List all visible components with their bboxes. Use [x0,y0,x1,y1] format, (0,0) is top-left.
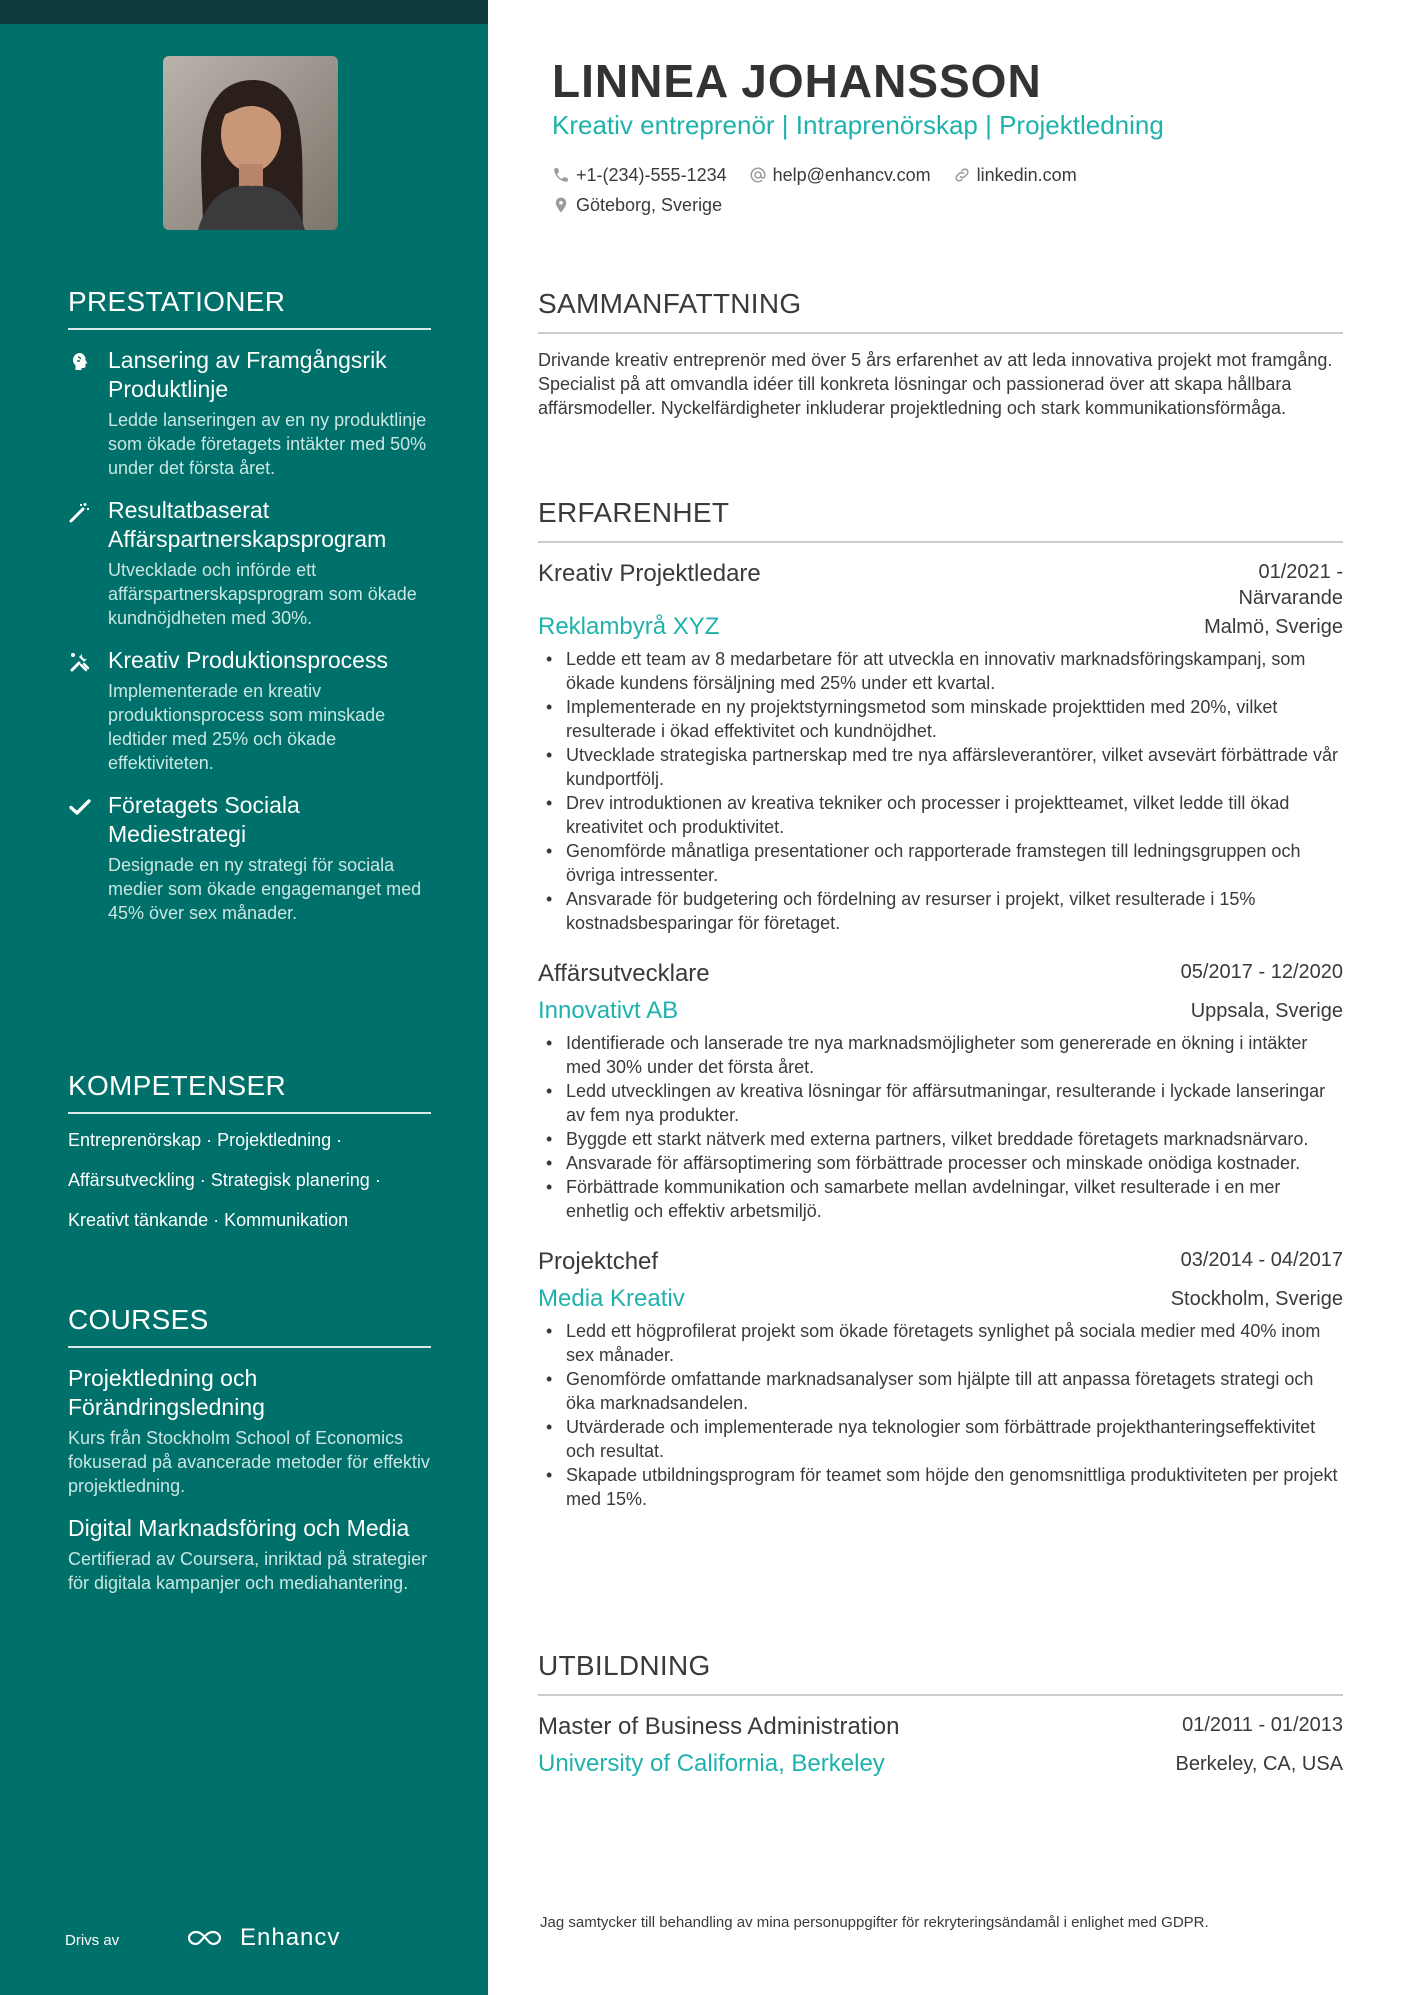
education-title: UTBILDNING [538,1650,1343,1696]
company-name: Reklambyrå XYZ [538,613,720,640]
avatar [163,56,338,230]
phone-contact[interactable] [552,165,727,186]
education-location: Berkeley, CA, USA [1175,1752,1343,1775]
skill-line: Kreativt tänkande · Kommunikation [68,1210,349,1230]
linkedin-contact[interactable] [953,165,1077,186]
phone-icon [552,166,570,184]
achievement-item [68,791,431,925]
experience-title: ERFARENHET [538,497,1343,543]
job-location: Stockholm, Sverige [1170,1287,1343,1310]
bullet-item: • Genomförde månatliga presentationer och rapporterade framstegen till ledningsgruppen och övriga intressenter. [538,839,1343,887]
bullet-item: • Ledd utvecklingen av kreativa lösningar för affärsutmaningar, resulterande i lyckade lanseringar av fem nya produkter. [538,1079,1343,1127]
bullet-item: • Skapade utbildningsprogram för teamet som höjde den genomsnittliga produktiviteten per projekt med 15%. [538,1463,1343,1511]
magic-wand-icon [68,500,92,524]
achievement-item [68,346,431,480]
person-name: LINNEA JOHANSSON [552,55,1042,107]
bullet-item: • Identifierade och lanserade tre nya marknadsmöjligheter som genererade en ökning i intäkter med 30% under det första året. [538,1031,1343,1079]
achievement-title: Företagets Sociala Mediestrategi [108,792,300,847]
job-bullets [538,1319,1343,1511]
link-icon [953,166,971,184]
job-location: Uppsala, Sverige [1190,999,1343,1022]
bullet-item: • Utvärderade och implementerade nya teknologier som förbättrade projekthanteringseffektivitet och resultat. [538,1415,1343,1463]
bullet-item: • Drev introduktionen av kreativa tekniker och processer i projektteamet, vilket ledde till ökad kreativitet och produktivitet. [538,791,1343,839]
location-text: Göteborg, Sverige [576,194,723,215]
bullet-item: • Förbättrade kommunikation och samarbete mellan avdelningar, vilket resulterade i en mer enhetlig och effektiv arbetsmiljö. [538,1175,1343,1223]
linkedin-text: linkedin.com [976,164,1077,185]
school-name: University of California, Berkeley [538,1750,885,1777]
bullet-item: • Byggde ett starkt nätverk med externa partners, vilket breddade företagets marknadsnärvaro. [538,1127,1343,1151]
skills-title: KOMPETENSER [68,1070,431,1114]
course-desc: Kurs från Stockholm School of Economics fokuserad på avancerade metoder för effektiv projektledning. [68,1428,430,1496]
headline: Kreativ entreprenör | Intraprenörskap | Projektledning [552,110,1164,140]
bullet-item: • Ledde ett team av 8 medarbetare för att utveckla en innovativ marknadsföringskampanj, som ökade kundens försäljning med 25% under ett kvartal. [538,647,1343,695]
enhancv-logo[interactable] [184,1924,340,1952]
course-item [68,1364,431,1498]
sidebar [0,0,488,1995]
job-date: 03/2014 - 04/2017 [1180,1249,1343,1271]
phone-text: +1-(234)-555-1234 [576,164,727,185]
course-title: Digital Marknadsföring och Media [68,1515,410,1541]
degree-title: Master of Business Administration [538,1713,900,1740]
course-item [68,1514,431,1595]
achievement-desc: Implementerade en kreativ produktionsprocess som minskade ledtider med 25% och ökade effektiviteten. [108,681,386,773]
summary-title: SAMMANFATTNING [538,288,1343,334]
brand-name: Enhancv [240,1924,341,1951]
gdpr-consent: Jag samtycker till behandling av mina personuppgifter för rekryteringsändamål i enlighet med GDPR. [540,1914,1209,1931]
email-contact[interactable] [749,165,931,186]
job-entry [538,1247,1343,1511]
achievement-desc: Designade en ny strategi för sociala medier som ökade engagemanget med 45% över sex månader. [108,855,422,923]
company-name: Media Kreativ [538,1285,685,1312]
education-date: 01/2011 - 01/2013 [1182,1714,1343,1736]
achievement-title: Kreativ Produktionsprocess [108,647,388,673]
job-location: Malmö, Sverige [1204,615,1343,638]
contact-info [552,160,1332,220]
tools-icon [68,650,92,674]
skill-line: Affärsutveckling · Strategisk planering · [68,1170,381,1190]
job-date: 05/2017 - 12/2020 [1180,961,1343,983]
sidebar-top-bar [0,0,488,24]
courses-section [68,1304,431,1595]
achievement-title: Resultatbaserat Affärspartnerskapsprogram [108,497,387,552]
bullet-item: • Ansvarade för budgetering och fördelning av resurser i projekt, vilket resulterade i 15% kostnadsbesparingar för företaget. [538,887,1343,935]
summary-text: Drivande kreativ entreprenör med över 5 års erfarenhet av att leda innovativa projekt mot framgång. Specialist på att omvandla idéer till konkreta lösningar och passionerad över att skapa hållbara affärsmodeller. Nyckelfärdigheter inkluderar projektledning och stark kommunikationsförmåga. [538,350,1333,418]
location-contact [552,195,722,216]
achievement-desc: Utvecklade och införde ett affärspartnerskapsprogram som ökade kundnöjdheten med 30%. [108,560,417,628]
skills-section [68,1070,431,1248]
email-text: help@enhancv.com [772,164,931,185]
bullet-item: • Genomförde omfattande marknadsanalyser som hjälpte till att anpassa företagets strategi och öka marknadsandelen. [538,1367,1343,1415]
bullet-item: • Implementerade en ny projektstyrningsmetod som minskade projekttiden med 20%, vilket resulterade i ökad effektivitet och kundnöjdhet. [538,695,1343,743]
at-icon [749,166,767,184]
bullet-item: • Utvecklade strategiska partnerskap med tre nya affärsleverantörer, vilket avsevärt förbättrade vår kundportfölj. [538,743,1343,791]
job-title: Affärsutvecklare [538,960,710,987]
avatar-image [163,56,338,230]
achievement-item [68,496,431,630]
achievement-item [68,646,431,775]
job-title: Kreativ Projektledare [538,560,761,587]
skill-line: Entreprenörskap · Projektledning · [68,1130,343,1150]
job-entry [538,959,1343,1223]
education-section [538,1650,1343,1778]
achievement-desc: Ledde lanseringen av en ny produktlinje som ökade företagets intäkter med 50% under det första året. [108,410,427,478]
bullet-item: • Ansvarade för affärsoptimering som förbättrade processer och minskade onödiga kostnader. [538,1151,1343,1175]
job-date: 01/2021 - Närvarande [1238,561,1343,609]
achievement-title: Lansering av Framgångsrik Produktlinje [108,347,387,402]
infinity-icon [184,1926,230,1950]
job-entry [538,559,1343,935]
check-icon [68,795,92,819]
achievements-section [68,286,431,925]
achievements-title: PRESTATIONER [68,286,431,330]
brain-icon [68,350,92,374]
summary-section [538,288,1343,420]
company-name: Innovativt AB [538,997,679,1024]
job-bullets [538,1031,1343,1223]
job-bullets [538,647,1343,935]
education-entry [538,1712,1343,1778]
powered-by-label: Drivs av [65,1932,120,1949]
map-pin-icon [552,196,570,214]
course-desc: Certifierad av Coursera, inriktad på strategier för digitala kampanjer och mediahantering. [68,1549,428,1593]
courses-title: COURSES [68,1304,431,1348]
job-title: Projektchef [538,1248,659,1275]
skills-list [68,1128,431,1232]
experience-section [538,497,1343,1511]
course-title: Projektledning och Förändringsledning [68,1365,265,1420]
bullet-item: • Ledd ett högprofilerat projekt som ökade företagets synlighet på sociala medier med 40% inom sex månader. [538,1319,1343,1367]
